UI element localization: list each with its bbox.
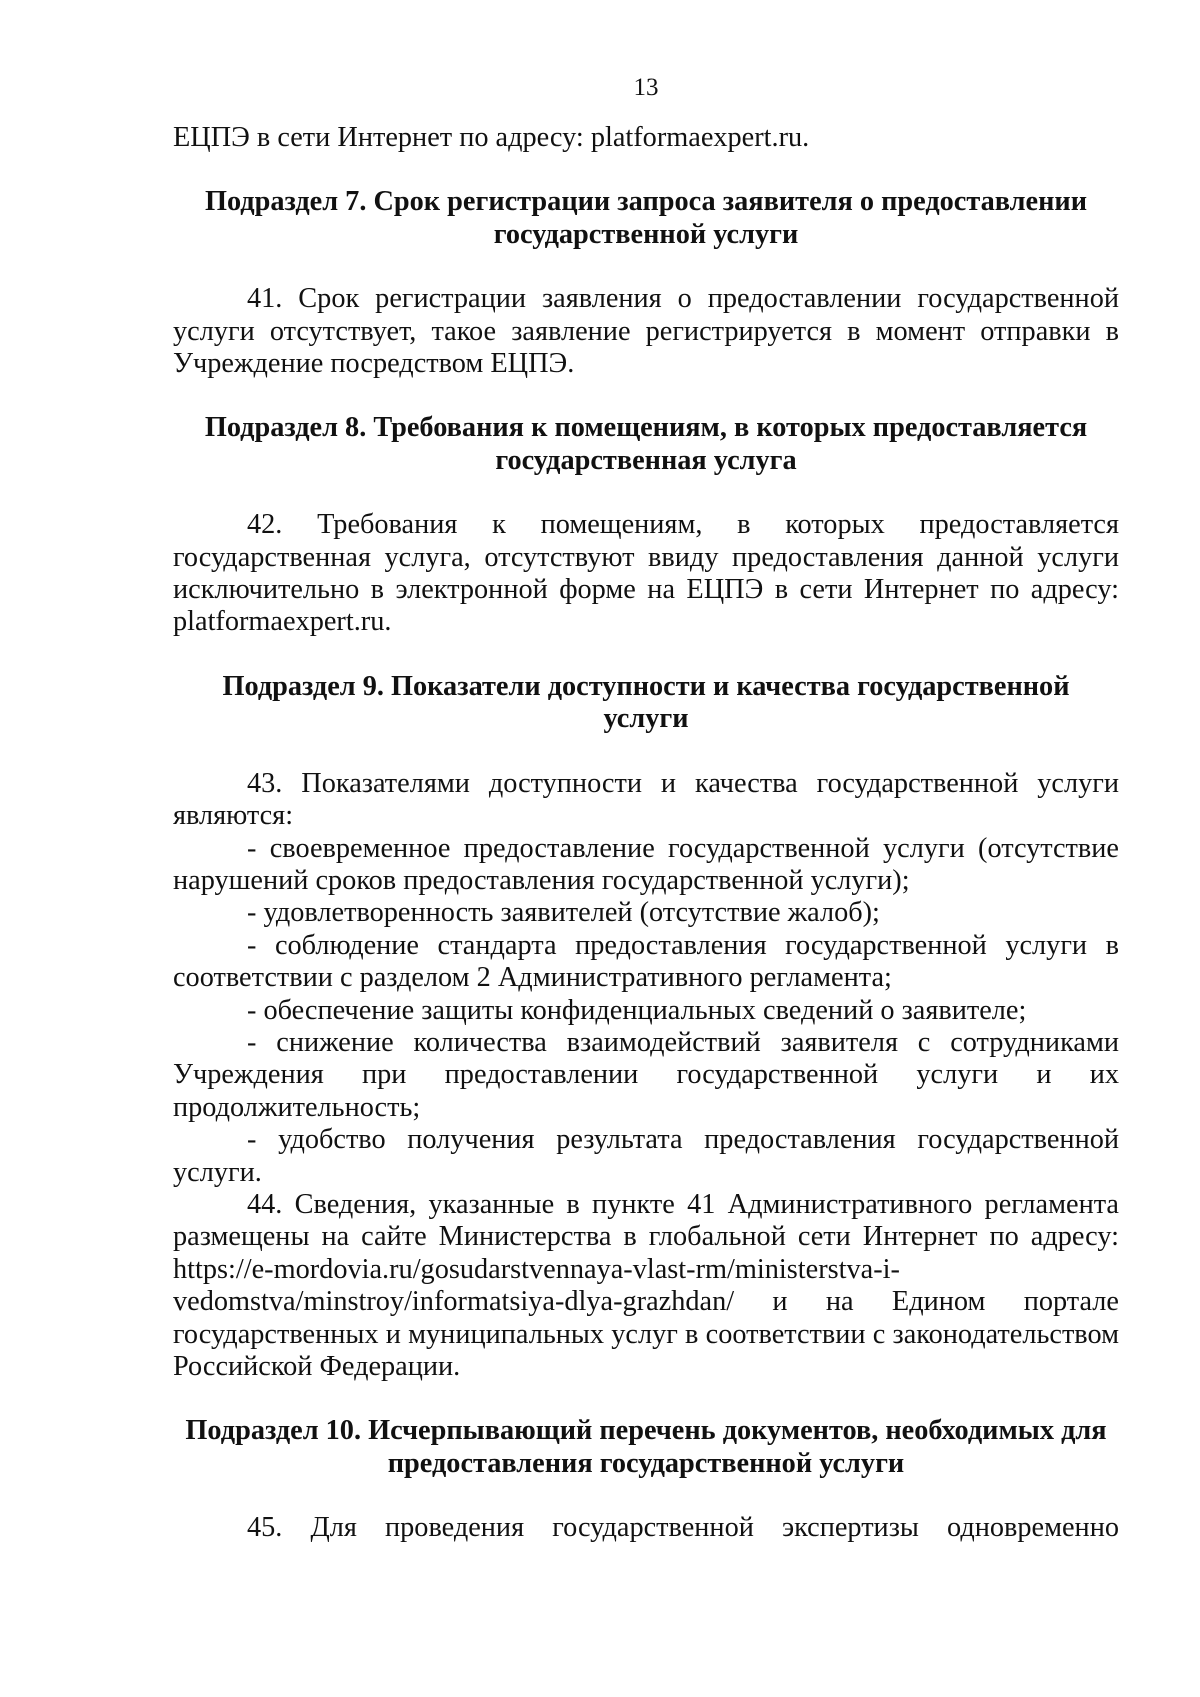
section-8-heading bbox=[173, 412, 1119, 477]
section-7-heading-line2: государственной услуги bbox=[493, 218, 799, 250]
paragraph-44-rest: государственных и муниципальных услуг в соответствии с законодательством Российской Федерации. bbox=[173, 1318, 1119, 1382]
section-7-heading-line1: Подраздел 7. Срок регистрации запроса заявителя о предоставлении bbox=[204, 186, 1088, 218]
section-10-heading-line2: предоставления государственной услуги bbox=[387, 1447, 905, 1479]
list-item: - соблюдение стандарта предоставления государственной услуги в соответствии с разделом 2 Административного регламента; bbox=[173, 929, 1119, 994]
section-8-heading-line2: государственная услуга bbox=[495, 444, 797, 476]
section-9-heading-line2: услуги bbox=[603, 703, 689, 735]
paragraph-44: 44. Сведения, указанные в пункте 41 Административного регламента размещены на сайте Министерства в глобальной сети Интернет по адресу: bbox=[173, 1188, 1119, 1253]
section-8-heading-line1: Подраздел 8. Требования к помещениям, в которых предоставляется bbox=[204, 412, 1088, 444]
document-body bbox=[173, 122, 1119, 1545]
section-10-heading bbox=[173, 1415, 1119, 1480]
intro-line: ЕЦПЭ в сети Интернет по адресу: platformaexpert.ru. bbox=[173, 122, 810, 153]
paragraph-44-url-continued: vedomstva/minstroy/informatsiya-dlya-grazhdan/ и на Едином портале bbox=[173, 1286, 1119, 1318]
list-item: - обеспечение защиты конфиденциальных сведений о заявителе; bbox=[247, 994, 1027, 1026]
section-7-heading bbox=[173, 186, 1119, 251]
list-item: - удобство получения результата предоставления государственной услуги. bbox=[173, 1124, 1119, 1188]
list-item: - удовлетворенность заявителей (отсутствие жалоб); bbox=[247, 897, 880, 929]
section-9-heading-line1: Подраздел 9. Показатели доступности и качества государственной bbox=[222, 670, 1070, 702]
section-9-heading bbox=[173, 671, 1119, 736]
paragraph-45: 45. Для проведения государственной экспертизы одновременно bbox=[247, 1512, 1119, 1544]
page-number: 13 bbox=[633, 74, 659, 101]
paragraph-43: 43. Показателями доступности и качества государственной услуги являются: bbox=[173, 767, 1119, 832]
list-item: - своевременное предоставление государственной услуги (отсутствие нарушений сроков предоставления государственной услуги); bbox=[173, 832, 1119, 896]
section-10-heading-line1: Подраздел 10. Исчерпывающий перечень документов, необходимых для bbox=[185, 1415, 1107, 1447]
paragraph-41: 41. Срок регистрации заявления о предоставлении государственной услуги отсутствует, такое заявление регистрируется в момент отправки в Учреждение посредством ЕЦПЭ. bbox=[173, 283, 1119, 380]
paragraph-42: 42. Требования к помещениям, в которых предоставляется государственная услуга, отсутствуют ввиду предоставления данной услуги исключительно в электронной форме на ЕЦПЭ в сети Интернет по адресу: platformaexpert.ru. bbox=[173, 509, 1119, 638]
list-item: - снижение количества взаимодействий заявителя с сотрудниками Учреждения при предоставлении государственной услуги и их продолжительность; bbox=[173, 1026, 1119, 1123]
paragraph-44-url: https://e-mordovia.ru/gosudarstvennaya-vlast-rm/ministerstva-i- bbox=[173, 1253, 900, 1285]
